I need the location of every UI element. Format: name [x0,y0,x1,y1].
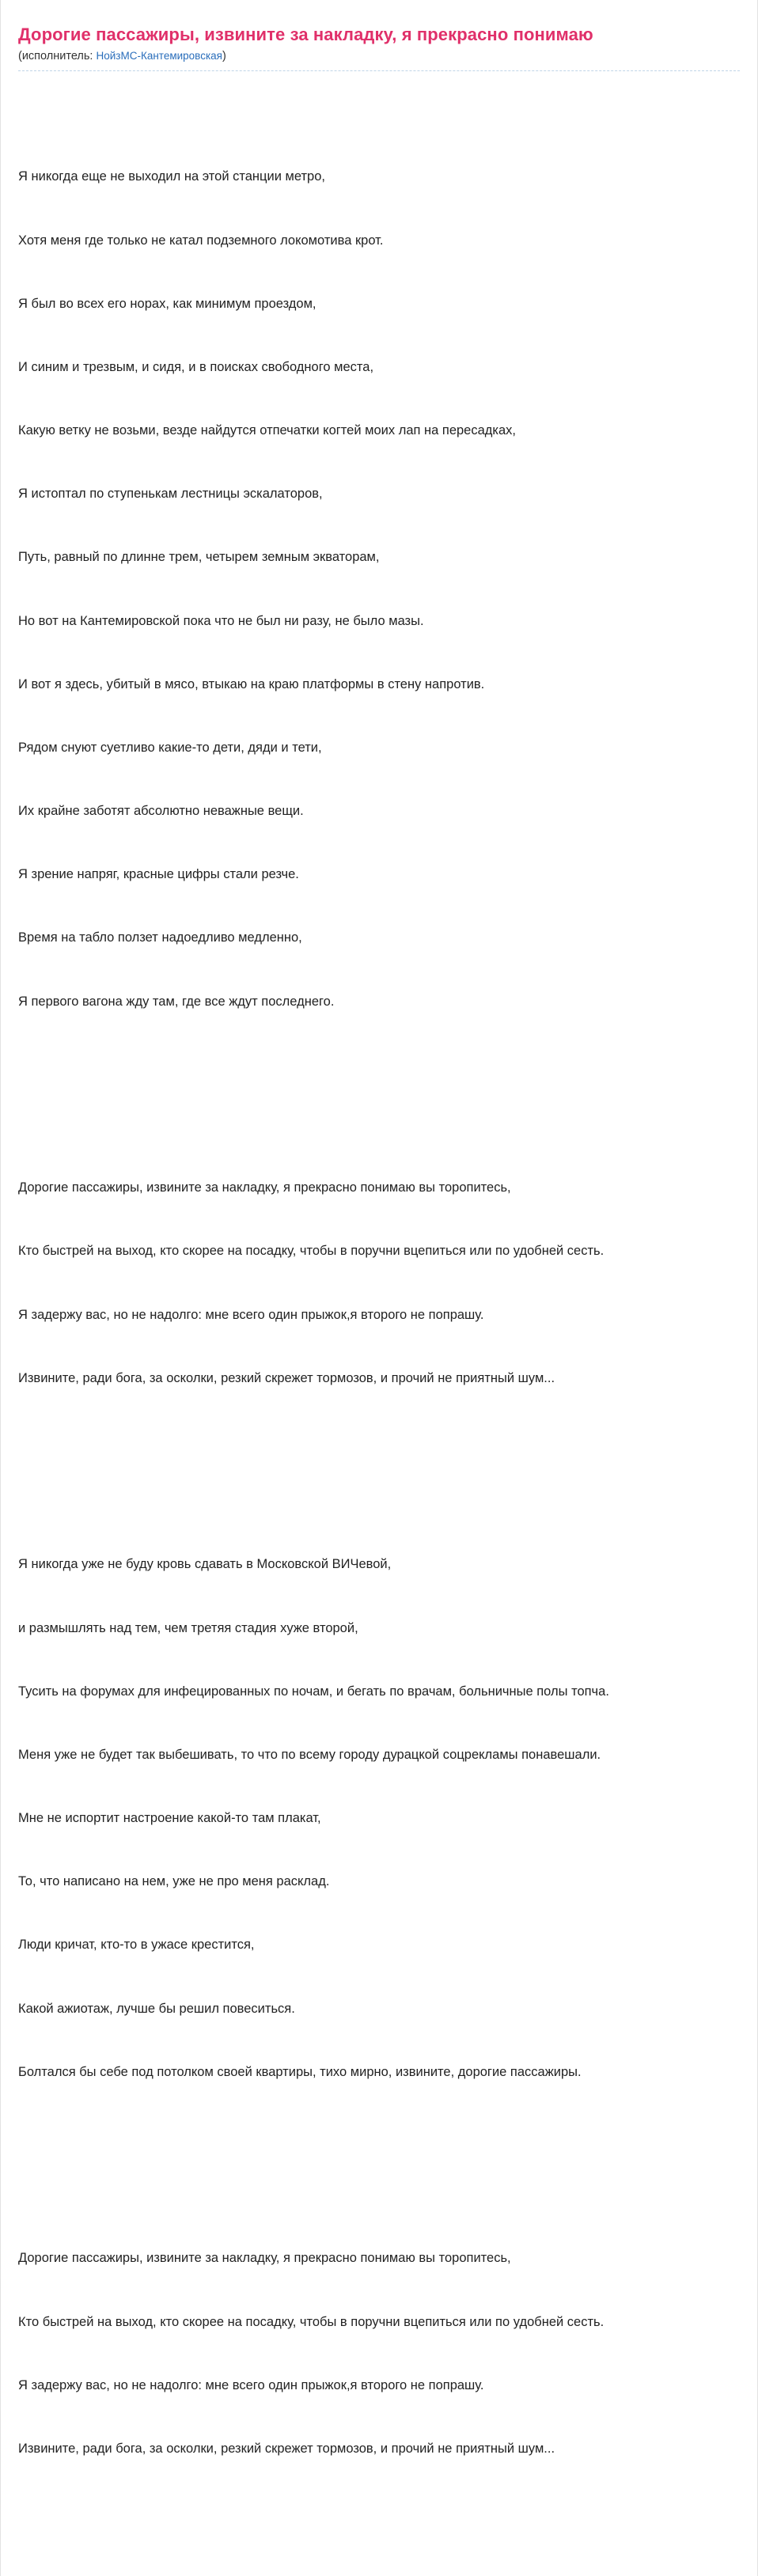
page-title: Дорогие пассажиры, извините за накладку, я прекрасно понимаю [18,25,593,44]
lyrics-line: Извините, ради бога, за осколки, резкий скрежет тормозов, и прочий не приятный шум... [18,2441,555,2456]
lyrics-line: Я задержу вас, но не надолго: мне всего один прыжок,я второго не попрашу. [18,2377,484,2392]
lyrics-line: Извините, ради бога, за осколки, резкий скрежет тормозов, и прочий не приятный шум... [18,1370,555,1385]
lyrics-line: Кто быстрей на выход, кто скорее на посадку, чтобы в поручни вцепиться или по удобней сесть. [18,2314,605,2329]
lyrics-line: Время на табло ползет надоедливо медленно, [18,930,302,945]
lyrics-line: Дорогие пассажиры, извините за накладку, я прекрасно понимаю вы торопитесь, [18,2251,511,2266]
lyrics-line: Болтался бы себе под потолком своей квартиры, тихо мирно, извините, дорогие пассажиры. [18,2064,582,2079]
lyrics-line: Я зрение напряг, красные цифры стали резче. [18,867,299,882]
lyrics-line: И синим и трезвым, и сидя, и в поисках свободного места, [18,359,374,374]
lyrics-line: Я никогда уже не буду кровь сдавать в Московской ВИЧевой, [18,1557,392,1572]
performer-suffix: ) [222,49,226,63]
lyrics-line: Тусить на форумах для инфецированных по ночам, и бегать по врачам, больничные полы топча. [18,1684,609,1699]
lyrics-line: Какой ажиотаж, лучше бы решил повеситься. [18,2001,295,2016]
lyrics-stanza [18,124,740,1055]
lyrics-body [18,82,740,2544]
performer-line [18,50,740,71]
lyrics-line: Рядом снуют суетливо какие-то дети, дяди и тети, [18,740,322,755]
lyrics-line: Я истоптал по ступенькам лестницы эскалаторов, [18,487,323,502]
performer-link[interactable]: НойзМС-Кантемировская [96,49,222,62]
lyrics-line: Путь, равный по длинне трем, четырем земным экваторам, [18,550,380,565]
performer-prefix: (исполнитель: [18,49,97,63]
lyrics-line: и размышлять над тем, чем третяя стадия хуже второй, [18,1620,358,1635]
lyrics-line: Их крайне заботят абсолютно неважные вещи. [18,804,304,819]
lyrics-stanza [18,2206,740,2502]
lyrics-line: Люди кричат, кто-то в ужасе крестится, [18,1938,255,1953]
lyrics-line: Я первого вагона жду там, где все ждут последнего. [18,994,335,1009]
lyrics-line: Дорогие пассажиры, извините за накладку, я прекрасно понимаю вы торопитесь, [18,1180,511,1195]
lyrics-line: Я задержу вас, но не надолго: мне всего один прыжок,я второго не попрашу. [18,1307,484,1322]
lyrics-line: Хотя меня где только не катал подземного локомотива крот. [18,233,384,248]
lyrics-line: Я никогда еще не выходил на этой станции метро, [18,169,325,184]
lyrics-line: Какую ветку не возьми, везде найдутся отпечатки когтей моих лап на пересадках, [18,423,516,438]
lyrics-line: Меня уже не будет так выбешивать, то что по всему городу дурацкой соцрекламы понавешали. [18,1747,601,1762]
lyrics-line: То, что написано на нем, уже не про меня расклад. [18,1874,330,1889]
lyrics-line: И вот я здесь, убитый в мясо, втыкаю на краю платформы в стену напротив. [18,676,485,691]
lyrics-line: Но вот на Кантемировской пока что не был ни разу, не было мазы. [18,613,424,628]
lyrics-line: Мне не испортит настроение какой-то там плакат, [18,1811,321,1826]
lyrics-stanza [18,1512,740,2125]
lyrics-line: Я был во всех его норах, как минимум проездом, [18,296,316,311]
lyrics-line: Кто быстрей на выход, кто скорее на посадку, чтобы в поручни вцепиться или по удобней сесть. [18,1244,605,1259]
lyrics-stanza [18,1135,740,1431]
